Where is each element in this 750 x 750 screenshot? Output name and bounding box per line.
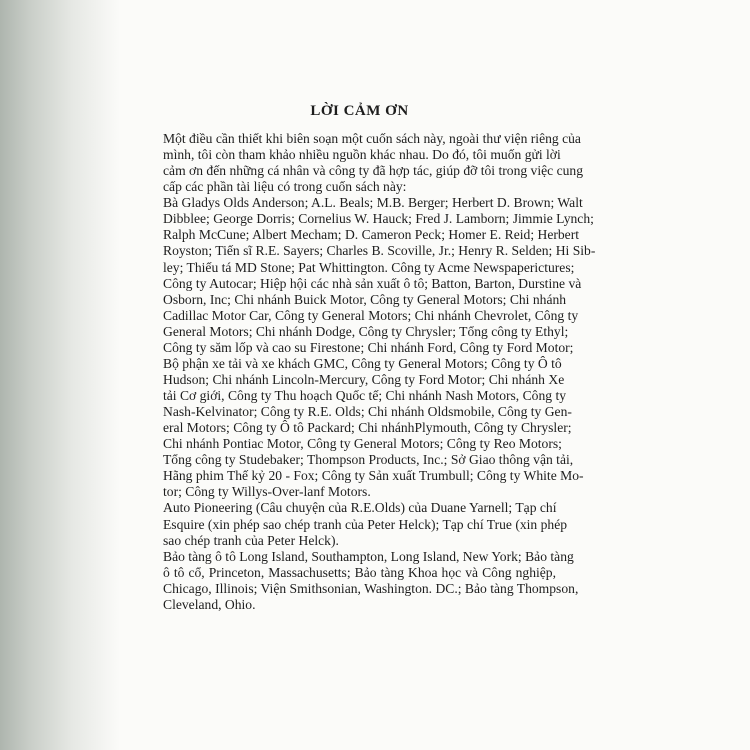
text-line: Hudson; Chi nhánh Lincoln-Mercury, Công ty Ford Motor; Chi nhánh Xe xyxy=(163,371,565,387)
text-line: tải Cơ giới, Công ty Thu hoạch Quốc tế; Chi nhánh Nash Motors, Công ty xyxy=(163,388,567,403)
text-line: Cadillac Motor Car, Công ty General Motors; Chi nhánh Chevrolet, Công ty xyxy=(163,307,579,323)
page-title: LỜI CẢM ƠN xyxy=(310,103,409,119)
paragraph xyxy=(163,500,568,548)
text-line: Công ty Autocar; Hiệp hội các nhà sản xuất ô tô; Batton, Barton, Durstine và xyxy=(163,275,582,291)
paragraph xyxy=(163,195,596,500)
text-line: eral Motors; Công ty Ô tô Packard; Chi nhánhPlymouth, Công ty Chrysler; xyxy=(163,420,572,436)
text-line: Hãng phim Thế kỷ 20 - Fox; Công ty Sản xuất Trumbull; Công ty White Mo- xyxy=(163,468,584,484)
paragraph xyxy=(163,548,579,613)
text-line: cảm ơn đến những cá nhân và công ty đã hợp tác, giúp đỡ tôi trong việc cung xyxy=(163,163,584,179)
text-line: Bà Gladys Olds Anderson; A.L. Beals; M.B. Berger; Herbert D. Brown; Walt xyxy=(163,195,583,211)
text-line: Auto Pioneering (Câu chuyện của R.E.Olds) của Duane Yarnell; Tạp chí xyxy=(163,500,557,516)
text-line: Công ty săm lốp và cao su Firestone; Chi nhánh Ford, Công ty Ford Motor; xyxy=(163,339,574,355)
text-line: Osborn, Inc; Chi nhánh Buick Motor, Công ty General Motors; Chi nhánh xyxy=(163,291,567,307)
text-line: sao chép tranh của Peter Helck). xyxy=(163,532,339,548)
paragraph xyxy=(163,131,584,195)
text-line: Dibblee; George Dorris; Cornelius W. Hauck; Fred J. Lamborn; Jimmie Lynch; xyxy=(163,211,594,227)
text-line: mình, tôi còn tham khảo nhiều nguồn khác nhau. Do đó, tôi muốn gửi lời xyxy=(163,147,561,163)
text-line: Tổng công ty Studebaker; Thompson Products, Inc.; Sở Giao thông vận tải, xyxy=(163,452,574,468)
text-line: Bảo tàng ô tô Long Island, Southampton, Long Island, New York; Bảo tàng xyxy=(163,548,574,564)
book-gutter-shadow xyxy=(0,0,120,750)
text-line: Ralph McCune; Albert Mecham; D. Cameron Peck; Homer E. Reid; Herbert xyxy=(163,227,580,243)
text-line: ley; Thiếu tá MD Stone; Pat Whittington. Công ty Acme Newspaperictures; xyxy=(163,259,575,275)
text-line: Một điều cần thiết khi biên soạn một cuốn sách này, ngoài thư viện riêng của xyxy=(163,131,581,146)
text-line: Cleveland, Ohio. xyxy=(163,596,256,612)
text-line: Chicago, Illinois; Viện Smithsonian, Washington. DC.; Bảo tàng Thompson, xyxy=(163,580,579,596)
text-line: Nash-Kelvinator; Công ty R.E. Olds; Chi nhánh Oldsmobile, Công ty Gen- xyxy=(163,404,572,420)
text-line: Bộ phận xe tải và xe khách GMC, Công ty General Motors; Công ty Ô tô xyxy=(163,355,562,371)
text-line: ô tô cổ, Princeton, Massachusetts; Bảo tàng Khoa học và Công nghiệp, xyxy=(163,564,556,580)
text-line: tor; Công ty Willys-Over-lanf Motors. xyxy=(163,484,371,500)
text-line: General Motors; Chi nhánh Dodge, Công ty Chrysler; Tổng công ty Ethyl; xyxy=(163,323,569,339)
text-line: Royston; Tiến sĩ R.E. Sayers; Charles B. Scoville, Jr.; Henry R. Selden; Hi Sib- xyxy=(163,243,596,259)
text-line: Chi nhánh Pontiac Motor, Công ty General Motors; Công ty Reo Motors; xyxy=(163,436,562,452)
page-body xyxy=(163,131,596,613)
text-line: Esquire (xin phép sao chép tranh của Peter Helck); Tạp chí True (xin phép xyxy=(163,516,568,532)
text-line: cấp các phần tài liệu có trong cuốn sách này: xyxy=(163,179,407,195)
